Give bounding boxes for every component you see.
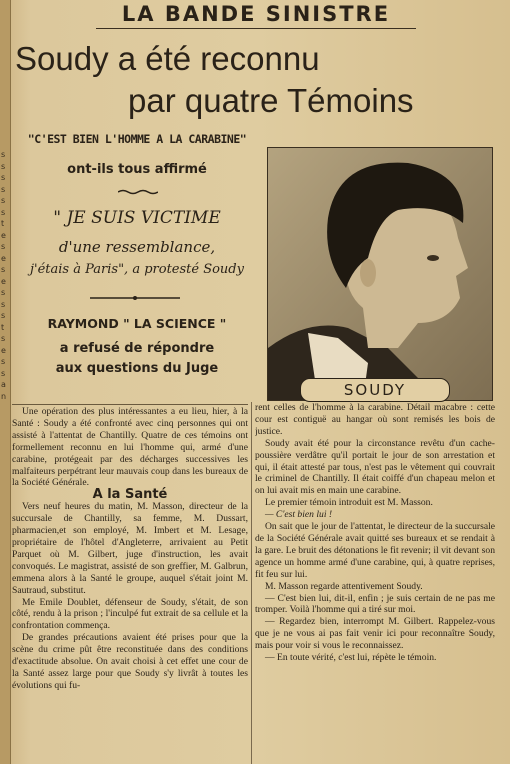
article-paragraph: Me Emile Doublet, défenseur de Soudy, s'était, de son côté, rendu à la prison ; l'inculpé fut extrait de sa cellule et la confrontation commença. (12, 596, 248, 632)
article-paragraph: De grandes précautions avaient été prises pour que la scène du crime pût être reconstituée dans des conditions d'exactitude absolue. On avait choisi à cet effet une cour de la Santé assez large pour que Soudy s'y livrât à toutes les évolutions qui fu- (12, 632, 248, 691)
article-paragraph: — En toute vérité, c'est lui, répète le témoin. (265, 652, 437, 664)
margin-letter: e (1, 276, 6, 286)
margin-letter: e (1, 345, 6, 355)
margin-letter: s (1, 299, 6, 309)
article-paragraph: Une opération des plus intéressantes a eu lieu, hier, à la Santé : Soudy a été confronté avec cinq personnes qui ont assisté à l'attentat de Chantilly. Quatre de ces témoins ont formellement reconnu en lui l'homme qui, armé d'une carabine, protégeait par des décharges successives les malfaiteurs perpétrant leur mauvais coup dans les bureaux de la Société Générale. (12, 406, 248, 489)
photo-caption: SOUDY (300, 378, 450, 402)
article-right-column (255, 402, 495, 764)
article-paragraph: Vers neuf heures du matin, M. Masson, directeur de la succursale de Chantilly, sa femme, M. Dussart, pharmacien,et son employé, M. Imbert et M. Lesage, propriétaire de l'hôtel d'Angleterre, arrivaient au Petit Parquet où M. Gilbert, juge d'instruction, les avait convoqués. Le magistrat, assisté de son greffier, M. Galbrun, emmena alors à la Santé le groupe, auquel s'était joint M. Sautraud, substitut. (12, 501, 248, 596)
article-paragraph: — C'est bien lui, dit-il, enfin ; je suis certain de ne pas me tromper. Voilà l'homme qui a tiré sur moi. (255, 592, 495, 616)
deck-victime-2: d'une ressemblance, (58, 238, 216, 256)
margin-letter: s (1, 161, 6, 171)
deck-refuse (14, 339, 260, 379)
article-paragraph: On sait que le jour de l'attentat, le directeur de la succursale de la Société Générale avait quitté ses bureaux et se rendait à la gare. Le bruit des détonations le fit revenir; il vit devant son agence un homme armé d'une carabine, qui, à quatre reprises, fit feu sur lui. (255, 521, 495, 580)
deck-refuse-2: aux questions du Juge (55, 361, 219, 376)
margin-letter: s (1, 196, 6, 205)
margin-letter: s (1, 184, 6, 194)
column-top-rule (12, 404, 248, 405)
ornament-divider (118, 189, 158, 195)
margin-letter: s (1, 357, 6, 366)
margin-letter: s (1, 242, 6, 251)
margin-letter: e (1, 253, 6, 263)
margin-letter: s (1, 368, 6, 378)
portrait-image (268, 148, 492, 400)
margin-letter: s (1, 150, 6, 159)
margin-letter: s (1, 288, 6, 297)
ornament-rule (90, 296, 180, 300)
margin-letter: n (1, 391, 7, 401)
subheading-a-la-sante: A la Santé (92, 487, 168, 503)
headline-line-2: par quatre Témoins (128, 82, 414, 119)
deck-refuse-1: a refusé de répondre (59, 341, 215, 356)
margin-letter: s (1, 265, 6, 274)
margin-letter: a (1, 380, 6, 389)
headline-line-1: Soudy a été reconnu (15, 40, 320, 77)
margin-letter: t (1, 219, 5, 228)
article-paragraph: Soudy avait été pour la circonstance revêtu d'un cache-poussière verdâtre qu'il portait le jour de son arrestation et qui, il était attesté par tous, n'est pas le vêtement qui couvrait le criminel de Chantilly. Il était coiffé d'un chapeau melon et on lui avait mis en main une carabine. (255, 437, 495, 497)
deck-victime: " JE SUIS VICTIME (53, 208, 221, 228)
margin-letter: s (1, 334, 6, 343)
article-paragraph: rent celles de l'homme à la carabine. Détail macabre : cette cour est contiguë au hangar où sont remisés les bois de justice. (255, 402, 495, 437)
deck-raymond: RAYMOND " LA SCIENCE " (47, 316, 227, 331)
article-paragraph: Le premier témoin introduit est M. Masson. (265, 497, 433, 509)
article-paragraph: M. Masson regarde attentivement Soudy. (265, 580, 423, 592)
margin-letter: s (1, 173, 6, 182)
deck-quote: "C'EST BIEN L'HOMME A LA CARABINE" (27, 132, 247, 146)
deck-victime-3: j'étais à Paris", a protesté Soudy (30, 262, 244, 277)
deck-affirm: ont-ils tous affirmé (67, 162, 207, 177)
column-separator (251, 402, 252, 764)
section-kicker: LA BANDE SINISTRE (96, 2, 416, 29)
margin-letter: e (1, 230, 6, 240)
article-paragraph: — Regardez bien, interrompt M. Gilbert. Rappelez-vous que je ne vous ai pas fait venir ici pour reconnaître Soudy, mais pour voir si vous le reconnaissez. (255, 616, 495, 652)
margin-letter: s (1, 311, 6, 320)
portrait-photo (267, 147, 493, 401)
margin-letter: s (1, 207, 6, 217)
left-margin-strip (0, 0, 11, 764)
article-quote: — C'est bien lui ! (265, 509, 333, 521)
margin-letter: t (1, 322, 5, 332)
article-left-column (12, 406, 248, 762)
